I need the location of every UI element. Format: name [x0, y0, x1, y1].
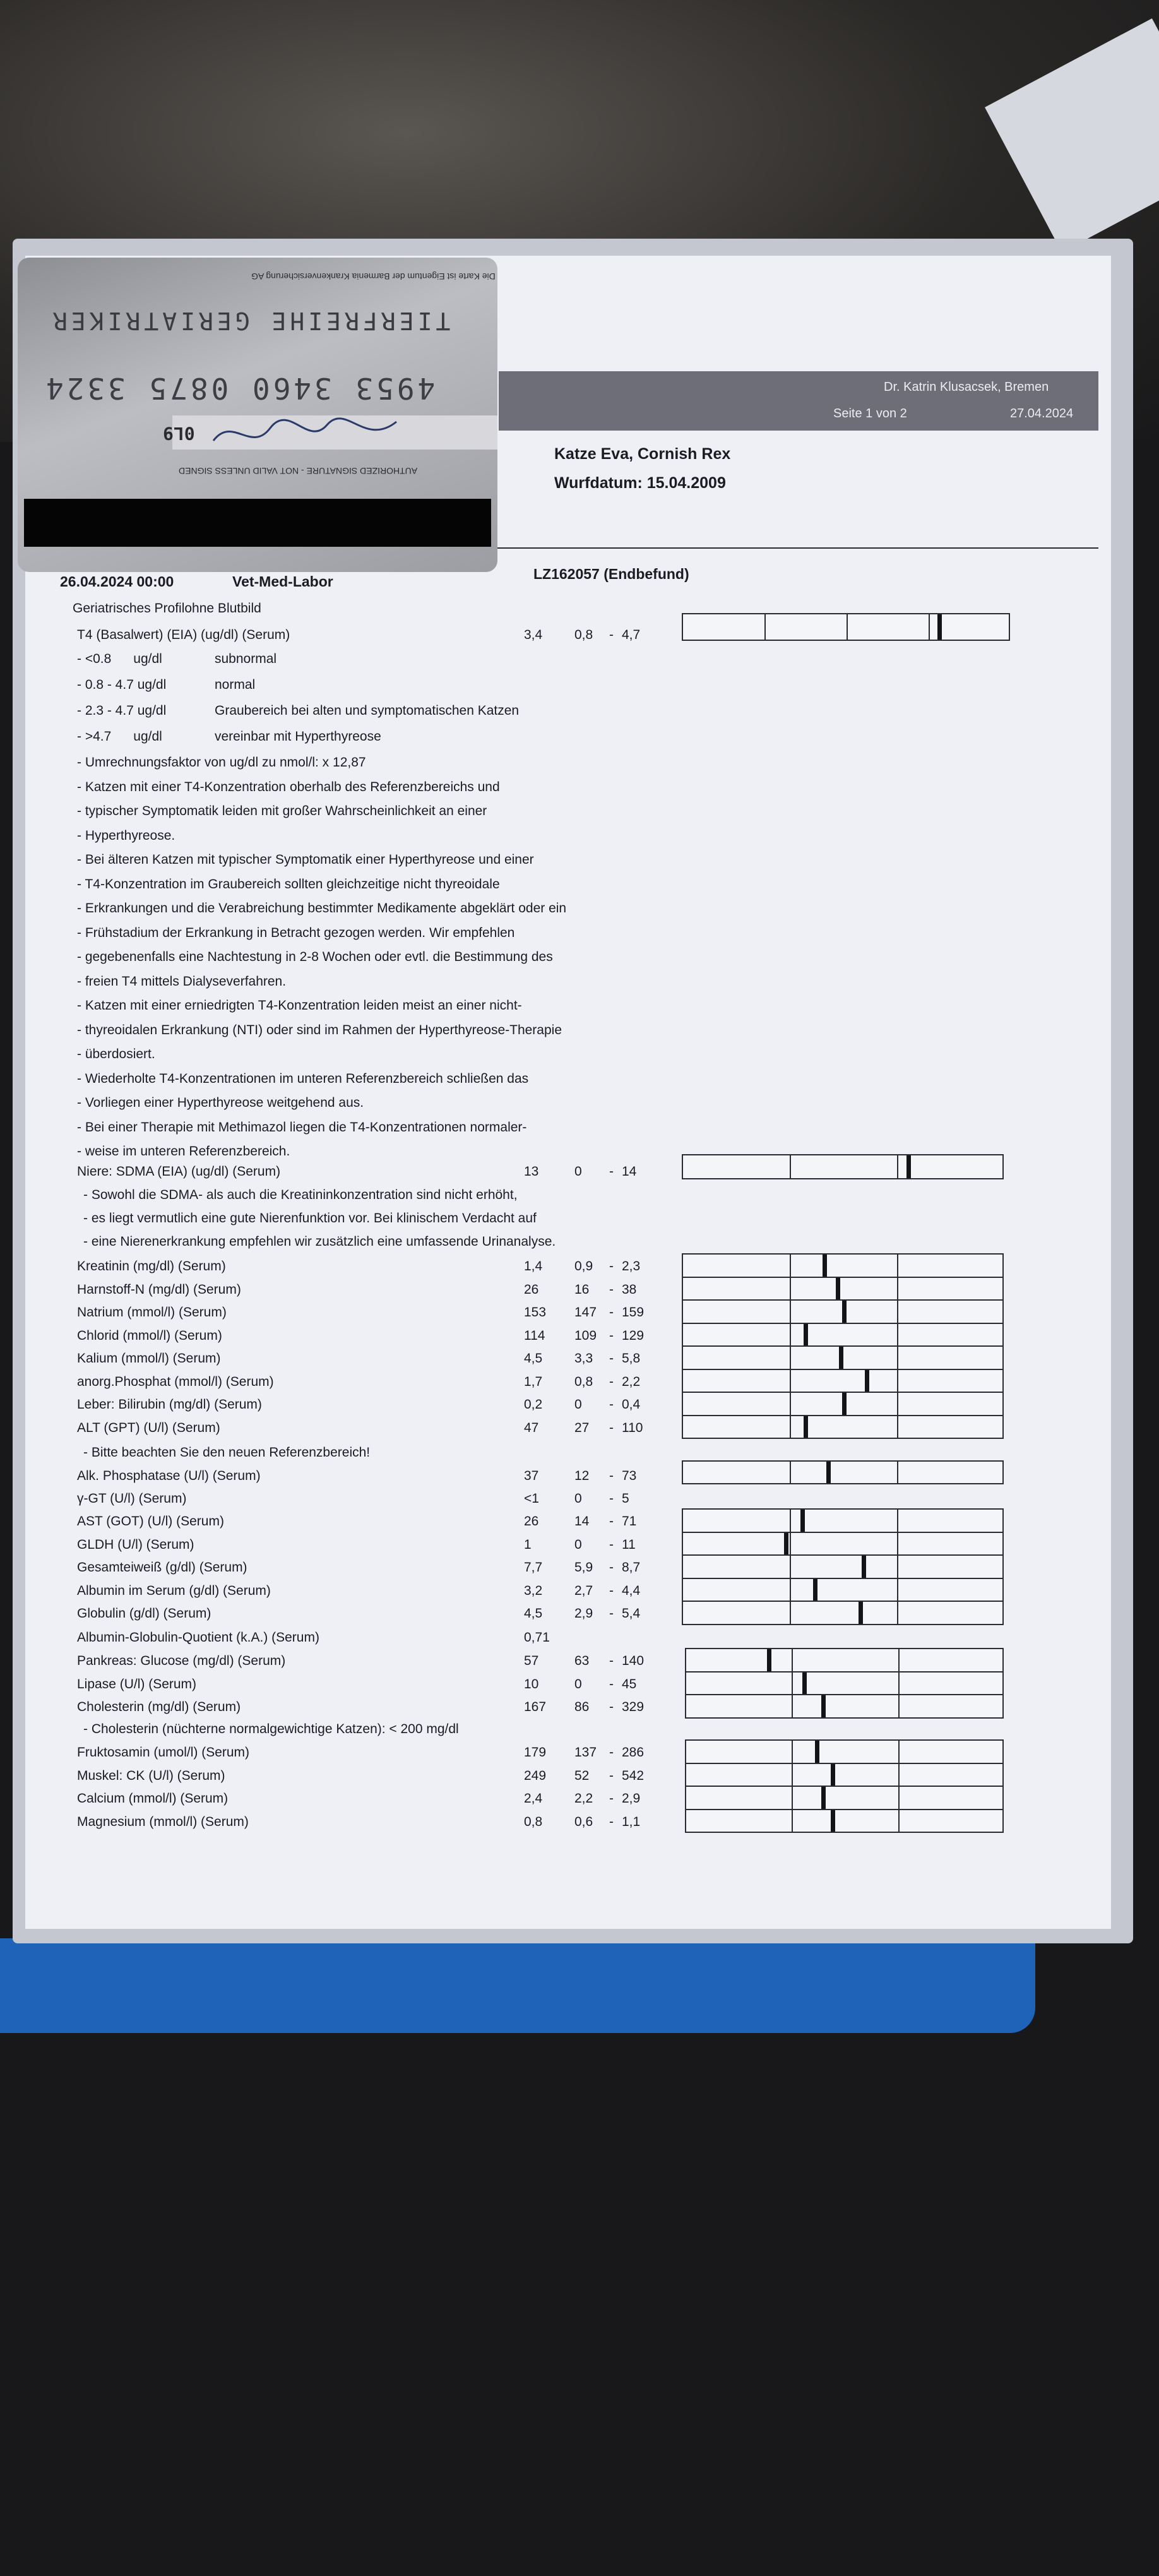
reference-bar-divider	[764, 614, 766, 640]
reference-description: vereinbar mit Hyperthyreose	[215, 729, 381, 744]
reference-range: - 0.8 - 4.7 ug/dl	[77, 677, 167, 692]
analyte-name: Albumin im Serum (g/dl) (Serum)	[77, 1583, 271, 1598]
analyte-value: 0,8	[524, 1814, 543, 1829]
reference-bar-divider	[897, 1602, 898, 1624]
analyte-name: GLDH (U/l) (Serum)	[77, 1537, 194, 1552]
range-high: 5	[622, 1491, 629, 1506]
analyte-value: 1,4	[524, 1259, 543, 1273]
analyte-name: Fruktosamin (umol/l) (Serum)	[77, 1745, 250, 1760]
analyte-value: 7,7	[524, 1560, 543, 1575]
analyte-value: 2,4	[524, 1791, 543, 1806]
order-date: 26.04.2024 00:00	[60, 573, 174, 590]
reference-bar-divider	[897, 1533, 898, 1555]
reference-bar	[682, 1532, 1004, 1556]
analyte-name: Natrium (mmol/l) (Serum)	[77, 1305, 227, 1320]
range-high: 5,4	[622, 1606, 641, 1621]
range-dash: -	[609, 1305, 614, 1320]
analyte-name: anorg.Phosphat (mmol/l) (Serum)	[77, 1374, 274, 1389]
range-high: 71	[622, 1514, 637, 1529]
range-dash: -	[609, 1420, 614, 1435]
reference-bar	[682, 1253, 1004, 1278]
analyte-value: 167	[524, 1700, 547, 1714]
reference-bar-divider	[790, 1579, 791, 1601]
analyte-value: 1	[524, 1537, 532, 1552]
range-low: 0,8	[574, 1374, 593, 1389]
analyte-name: Niere: SDMA (EIA) (ug/dl) (Serum)	[77, 1164, 281, 1179]
result-marker	[800, 1510, 805, 1532]
range-high: 4,4	[622, 1583, 641, 1598]
analyte-name: Lipase (U/l) (Serum)	[77, 1676, 197, 1691]
reference-bar-divider	[792, 1673, 793, 1695]
note-line: - Bitte beachten Sie den neuen Referenzbereich!	[83, 1445, 371, 1460]
note-line: - Bei älteren Katzen mit typischer Symptomatik einer Hyperthyreose und einer	[77, 852, 534, 867]
range-dash: -	[609, 1259, 614, 1273]
range-high: 2,9	[622, 1791, 641, 1806]
reference-bar-divider	[897, 1393, 898, 1415]
reference-bar-divider	[790, 1278, 791, 1300]
range-low: 86	[574, 1700, 590, 1714]
analyte-value: 37	[524, 1469, 539, 1483]
analyte-name: Kreatinin (mg/dl) (Serum)	[77, 1259, 226, 1273]
range-dash: -	[609, 1676, 614, 1691]
note-line: - gegebenenfalls eine Nachtestung in 2-8 Wochen oder evtl. die Bestimmung des	[77, 950, 553, 964]
range-high: 542	[622, 1768, 645, 1783]
range-low: 0,9	[574, 1259, 593, 1273]
reference-bar	[685, 1648, 1004, 1673]
range-dash: -	[609, 1791, 614, 1806]
reference-bar-divider	[792, 1810, 793, 1832]
t4-reference-bar	[682, 613, 1010, 641]
analyte-value: 3,4	[524, 628, 543, 642]
range-dash: -	[609, 1397, 614, 1412]
analyte-value: 0,71	[524, 1630, 550, 1645]
range-low: 2,9	[574, 1606, 593, 1621]
note-line: - es liegt vermutlich eine gute Nierenfunktion vor. Bei klinischem Verdacht auf	[83, 1211, 537, 1225]
range-high: 73	[622, 1469, 637, 1483]
analyte-name: Gesamteiweiß (g/dl) (Serum)	[77, 1560, 247, 1575]
note-line: - Katzen mit einer T4-Konzentration oberhalb des Referenzbereichs und	[77, 779, 500, 794]
reference-bar-divider	[790, 1370, 791, 1392]
reference-bar-divider	[792, 1695, 793, 1717]
range-dash: -	[609, 1583, 614, 1598]
reference-bar	[682, 1277, 1004, 1301]
reference-bar-divider	[790, 1301, 791, 1323]
reference-description: normal	[215, 677, 256, 692]
reference-bar-divider	[898, 1787, 900, 1809]
analyte-name: Calcium (mmol/l) (Serum)	[77, 1791, 229, 1806]
range-dash: -	[609, 628, 614, 642]
range-dash: -	[609, 1282, 614, 1297]
reference-bar	[682, 1415, 1004, 1440]
range-dash: -	[609, 1606, 614, 1621]
analyte-value: 179	[524, 1745, 547, 1760]
reference-bar-divider	[929, 614, 930, 640]
range-low: 0	[574, 1397, 582, 1412]
reference-bar	[682, 1323, 1004, 1347]
range-high: 4,7	[622, 628, 641, 642]
result-marker	[859, 1602, 863, 1624]
range-dash: -	[609, 1654, 614, 1668]
range-low: 0,8	[574, 628, 593, 642]
range-low: 14	[574, 1514, 590, 1529]
reference-bar-divider	[897, 1324, 898, 1346]
reference-bar-divider	[790, 1416, 791, 1438]
result-marker	[865, 1370, 869, 1392]
range-low: 12	[574, 1469, 590, 1483]
range-high: 5,8	[622, 1351, 641, 1366]
card-number: 4953 3460 0875 3324	[43, 371, 436, 405]
lab-name: Vet-Med-Labor	[232, 573, 333, 590]
reference-bar-divider	[790, 1393, 791, 1415]
note-line: - freien T4 mittels Dialyseverfahren.	[77, 974, 287, 989]
result-marker	[784, 1533, 788, 1555]
reference-bar	[682, 1345, 1004, 1370]
reference-bar-divider	[897, 1510, 898, 1532]
analyte-name: Globulin (g/dl) (Serum)	[77, 1606, 211, 1621]
analyte-value: 114	[524, 1328, 545, 1343]
card-issuer-text: Die Karte ist Eigentum der Barmenia Krankenversicherung AG	[251, 271, 496, 282]
range-low: 52	[574, 1768, 590, 1783]
analyte-value: 249	[524, 1768, 547, 1783]
reference-bar-divider	[897, 1416, 898, 1438]
reference-bar	[682, 1392, 1004, 1416]
result-marker	[821, 1787, 826, 1809]
range-high: 38	[622, 1282, 637, 1297]
reference-bar	[682, 1369, 1004, 1393]
analyte-name: AST (GOT) (U/l) (Serum)	[77, 1514, 224, 1529]
analyte-name: Kalium (mmol/l) (Serum)	[77, 1351, 221, 1366]
range-high: 159	[622, 1305, 645, 1320]
result-marker	[831, 1764, 835, 1786]
analyte-value: 0,2	[524, 1397, 543, 1412]
insurance-card	[18, 258, 497, 572]
reference-range: - 2.3 - 4.7 ug/dl	[77, 703, 167, 718]
result-marker	[823, 1255, 827, 1277]
reference-bar-divider	[898, 1695, 900, 1717]
note-line: - T4-Konzentration im Graubereich sollten gleichzeitige nicht thyreoidale	[77, 876, 500, 891]
reference-bar-divider	[790, 1255, 791, 1277]
range-high: 329	[622, 1700, 645, 1714]
reference-bar	[682, 1554, 1004, 1579]
reference-bar-divider	[898, 1673, 900, 1695]
reference-bar-divider	[897, 1370, 898, 1392]
range-low: 2,2	[574, 1791, 593, 1806]
reference-bar-divider	[897, 1255, 898, 1277]
reference-bar	[685, 1739, 1004, 1764]
page-number: Seite 1 von 2	[833, 407, 907, 420]
range-dash: -	[609, 1745, 614, 1760]
range-low: 0	[574, 1676, 582, 1691]
result-marker	[821, 1695, 826, 1717]
analyte-value: 10	[524, 1676, 539, 1691]
note-line: - Wiederholte T4-Konzentrationen im unteren Referenzbereich schließen das	[77, 1071, 529, 1086]
result-marker	[826, 1462, 831, 1483]
ap-reference-bar	[682, 1460, 1004, 1484]
analyte-name: Muskel: CK (U/l) (Serum)	[77, 1768, 225, 1783]
result-marker	[906, 1155, 911, 1178]
range-dash: -	[609, 1560, 614, 1575]
header-band	[499, 371, 1098, 431]
reference-bar-divider	[898, 1649, 900, 1671]
reference-bar-divider	[897, 1556, 898, 1578]
analyte-name: Harnstoff-N (mg/dl) (Serum)	[77, 1282, 241, 1297]
doctor-name: Dr. Katrin Klusacsek, Bremen	[884, 380, 1049, 394]
result-marker	[813, 1579, 817, 1601]
result-marker	[839, 1347, 843, 1369]
range-high: 129	[622, 1328, 645, 1343]
analyte-value: 26	[524, 1514, 539, 1529]
note-line: - Sowohl die SDMA- als auch die Kreatininkonzentration sind nicht erhöht,	[83, 1188, 518, 1202]
analyte-name: ALT (GPT) (U/l) (Serum)	[77, 1420, 220, 1435]
birth-date: Wurfdatum: 15.04.2009	[554, 474, 726, 492]
analyte-value: 4,5	[524, 1606, 543, 1621]
card-short-code: 0L9	[163, 423, 195, 444]
reference-bar	[682, 1299, 1004, 1324]
print-date: 27.04.2024	[1010, 407, 1074, 420]
reference-range: - >4.7 ug/dl	[77, 729, 162, 744]
reference-description: Graubereich bei alten und symptomatischen Katzen	[215, 703, 520, 718]
reference-bar-divider	[790, 1462, 791, 1483]
note-line: - thyreoidalen Erkrankung (NTI) oder sind im Rahmen der Hyperthyreose-Therapie	[77, 1022, 562, 1037]
sdma-reference-bar	[682, 1154, 1004, 1179]
range-low: 0	[574, 1491, 582, 1506]
range-low: 0	[574, 1537, 582, 1552]
reference-bar-divider	[792, 1764, 793, 1786]
analyte-name: Chlorid (mmol/l) (Serum)	[77, 1328, 222, 1343]
card-holder-name: TIERFREIHE GERIATRIKER	[49, 307, 451, 335]
range-high: 1,1	[622, 1814, 641, 1829]
note-line: - typischer Symptomatik leiden mit großer Wahrscheinlichkeit an einer	[77, 804, 487, 818]
range-low: 0,6	[574, 1814, 593, 1829]
range-dash: -	[609, 1469, 614, 1483]
reference-bar-divider	[898, 1764, 900, 1786]
range-high: 2,3	[622, 1259, 641, 1273]
reference-description: subnormal	[215, 652, 277, 666]
range-dash: -	[609, 1768, 614, 1783]
analyte-value: 13	[524, 1164, 539, 1179]
note-line: - Erkrankungen und die Verabreichung bestimmter Medikamente abgeklärt oder ein	[77, 901, 567, 915]
range-high: 110	[622, 1420, 643, 1435]
section-title: Geriatrisches Profilohne Blutbild	[73, 601, 261, 616]
range-dash: -	[609, 1537, 614, 1552]
reference-bar-divider	[847, 614, 848, 640]
black-stripe	[24, 499, 491, 547]
range-dash: -	[609, 1374, 614, 1389]
reference-bar	[685, 1786, 1004, 1810]
reference-bar-divider	[790, 1602, 791, 1624]
note-line: - Hyperthyreose.	[77, 828, 175, 843]
reference-bar-divider	[897, 1301, 898, 1323]
reference-bar-divider	[792, 1787, 793, 1809]
note-line: - überdosiert.	[77, 1047, 155, 1061]
range-low: 147	[574, 1305, 597, 1320]
note-line: - Bei einer Therapie mit Methimazol liegen die T4-Konzentrationen normaler-	[77, 1119, 527, 1135]
note-line: - Cholesterin (nüchterne normalgewichtige Katzen): < 200 mg/dl	[83, 1722, 459, 1736]
range-dash: -	[609, 1814, 614, 1829]
result-marker	[842, 1393, 847, 1415]
result-marker	[767, 1649, 771, 1671]
range-low: 2,7	[574, 1583, 593, 1598]
reference-bar-divider	[790, 1155, 791, 1178]
signature-scribble	[207, 409, 409, 460]
reference-bar	[685, 1671, 1004, 1696]
note-line: - Umrechnungsfaktor von ug/dl zu nmol/l: x 12,87	[77, 755, 366, 770]
result-marker	[802, 1673, 807, 1695]
analyte-name: Albumin-Globulin-Quotient (k.A.) (Serum)	[77, 1630, 319, 1645]
range-dash: -	[609, 1328, 614, 1343]
range-low: 63	[574, 1654, 590, 1668]
range-dash: -	[609, 1514, 614, 1529]
reference-range: - <0.8 ug/dl	[77, 652, 162, 666]
note-line: - weise im unteren Referenzbereich.	[77, 1144, 290, 1159]
range-high: 14	[622, 1164, 637, 1179]
reference-bar-divider	[790, 1347, 791, 1369]
result-marker	[804, 1324, 808, 1346]
note-line: - Vorliegen einer Hyperthyreose weitgehend aus.	[77, 1095, 364, 1110]
reference-bar	[682, 1601, 1004, 1625]
analyte-value: 47	[524, 1420, 539, 1435]
range-dash: -	[609, 1700, 614, 1714]
analyte-value: 1,7	[524, 1374, 543, 1389]
range-low: 137	[574, 1745, 597, 1760]
range-high: 45	[622, 1676, 637, 1691]
analyte-name: γ-GT (U/l) (Serum)	[77, 1491, 187, 1506]
range-low: 0	[574, 1164, 582, 1179]
result-marker	[836, 1278, 840, 1300]
range-dash: -	[609, 1351, 614, 1366]
patient-name: Katze Eva, Cornish Rex	[554, 445, 731, 463]
range-high: 2,2	[622, 1374, 641, 1389]
analyte-name: Alk. Phosphatase (U/l) (Serum)	[77, 1469, 261, 1483]
reference-bar-divider	[898, 1741, 900, 1763]
note-line: - Frühstadium der Erkrankung in Betracht gezogen werden. Wir empfehlen	[77, 925, 515, 940]
range-dash: -	[609, 1491, 614, 1506]
note-line: - Katzen mit einer erniedrigten T4-Konzentration leiden meist an einer nicht-	[77, 998, 522, 1013]
result-marker	[815, 1741, 819, 1763]
analyte-name: Magnesium (mmol/l) (Serum)	[77, 1814, 249, 1829]
order-number: LZ162057 (Endbefund)	[533, 566, 689, 582]
reference-bar-divider	[897, 1155, 898, 1178]
result-marker	[831, 1810, 835, 1832]
reference-bar-divider	[790, 1324, 791, 1346]
analyte-name: Pankreas: Glucose (mg/dl) (Serum)	[77, 1654, 286, 1668]
analyte-value: 3,2	[524, 1583, 543, 1598]
blue-folder	[0, 1938, 1035, 2033]
range-high: 0,4	[622, 1397, 641, 1412]
reference-bar-divider	[897, 1278, 898, 1300]
analyte-value: <1	[524, 1491, 539, 1506]
reference-bar-divider	[897, 1462, 898, 1483]
reference-bar-divider	[790, 1533, 791, 1555]
analyte-value: 57	[524, 1654, 539, 1668]
result-marker	[842, 1301, 847, 1323]
reference-bar	[685, 1809, 1004, 1834]
range-dash: -	[609, 1164, 614, 1179]
range-low: 3,3	[574, 1351, 593, 1366]
range-high: 11	[622, 1537, 636, 1552]
range-high: 140	[622, 1654, 645, 1668]
range-high: 8,7	[622, 1560, 641, 1575]
range-high: 286	[622, 1745, 645, 1760]
card-signature-note: AUTHORIZED SIGNATURE - NOT VALID UNLESS SIGNED	[179, 466, 418, 476]
note-line: - eine Nierenerkrankung empfehlen wir zusätzlich eine umfassende Urinanalyse.	[83, 1234, 556, 1249]
analyte-name: T4 (Basalwert) (EIA) (ug/dl) (Serum)	[77, 628, 290, 642]
result-marker	[862, 1556, 866, 1578]
analyte-value: 4,5	[524, 1351, 543, 1366]
reference-bar-divider	[790, 1510, 791, 1532]
result-marker	[937, 614, 942, 640]
range-low: 5,9	[574, 1560, 593, 1575]
reference-bar-divider	[898, 1810, 900, 1832]
reference-bar	[685, 1763, 1004, 1787]
reference-bar	[685, 1694, 1004, 1719]
analyte-name: Cholesterin (mg/dl) (Serum)	[77, 1700, 241, 1714]
analyte-value: 26	[524, 1282, 539, 1297]
analyte-value: 153	[524, 1305, 547, 1320]
reference-bar	[682, 1578, 1004, 1602]
range-low: 27	[574, 1420, 590, 1435]
reference-bar	[682, 1508, 1004, 1533]
analyte-name: Leber: Bilirubin (mg/dl) (Serum)	[77, 1397, 262, 1412]
reference-bar-divider	[897, 1347, 898, 1369]
reference-bar-divider	[792, 1741, 793, 1763]
reference-bar-divider	[790, 1556, 791, 1578]
range-low: 109	[574, 1328, 597, 1343]
result-marker	[804, 1416, 808, 1438]
reference-bar-divider	[897, 1579, 898, 1601]
range-low: 16	[574, 1282, 590, 1297]
reference-bar-divider	[792, 1649, 793, 1671]
